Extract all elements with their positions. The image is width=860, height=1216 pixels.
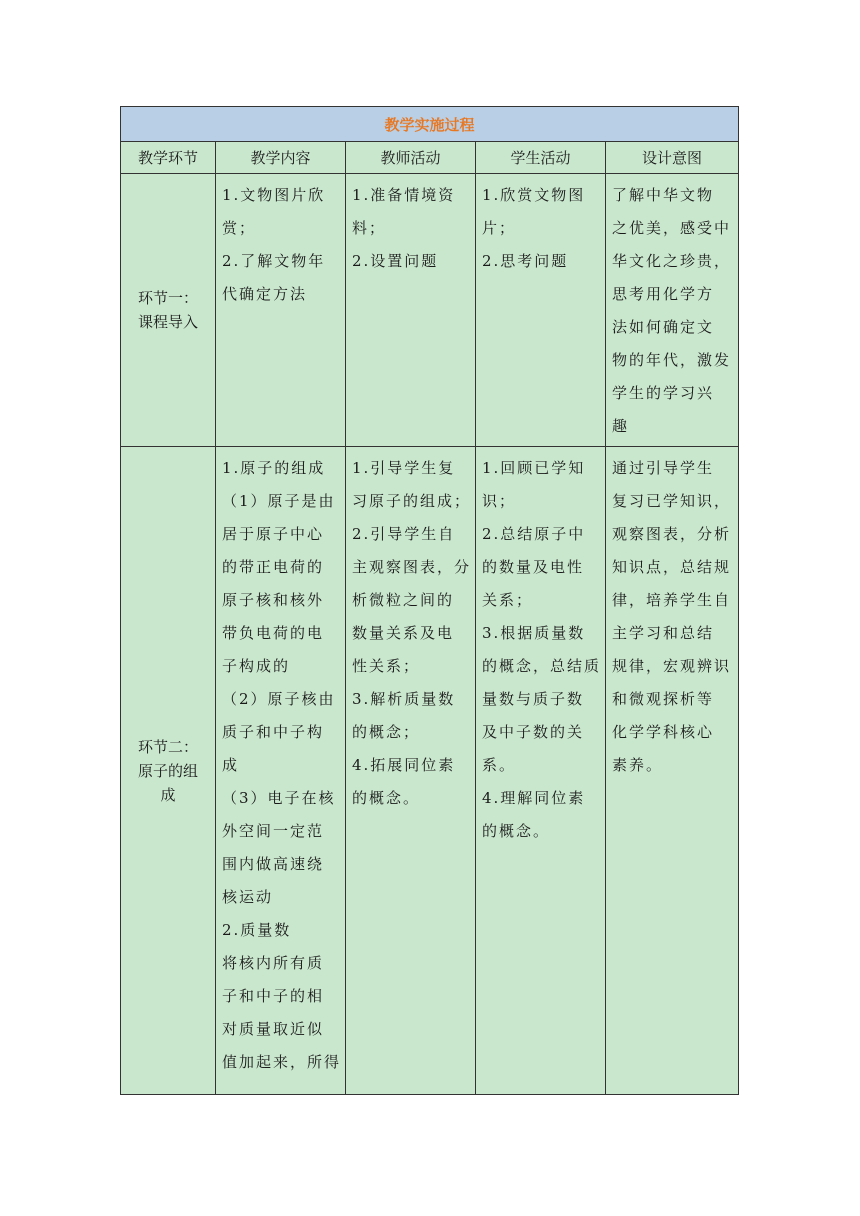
cell-line: 素养。 (612, 756, 664, 774)
cell-line: 1.回顾已学知 (482, 459, 586, 477)
cell-line: 子构成的 (222, 657, 291, 675)
cell-line: 了解中华文物 (612, 186, 715, 204)
student-activity-cell (476, 447, 606, 1095)
cell-line: 及中子数的关 (482, 723, 585, 741)
cell-line: 量数与质子数 (482, 690, 585, 708)
cell-line: 2.引导学生自 (352, 525, 456, 543)
cell-line: 学生的学习兴 (612, 384, 715, 402)
cell-line: 2.质量数 (222, 921, 292, 939)
column-header: 教学内容 (216, 142, 346, 174)
cell-line: 4.拓展同位素 (352, 756, 456, 774)
cell-line: 围内做高速绕 (222, 855, 325, 873)
cell-line: 观察图表，分析 (612, 525, 732, 543)
cell-line: 环节一： (137, 289, 198, 307)
header-row (121, 142, 739, 174)
cell-line: 华文化之珍贵， (612, 252, 732, 270)
content-cell (216, 174, 346, 447)
cell-line: 4.理解同位素 (482, 789, 586, 807)
cell-line: 成 (160, 785, 176, 804)
design-intent-cell (606, 174, 739, 447)
cell-line: 化学学科核心 (612, 723, 715, 741)
cell-line: （2）原子核由 (222, 690, 336, 708)
cell-line: 之优美，感受中 (612, 219, 732, 237)
cell-line: 2.了解文物年 (222, 252, 326, 270)
cell-line: 原子核和核外 (222, 591, 325, 609)
table-row (121, 447, 739, 1095)
cell-line: 和微观探析等 (612, 690, 715, 708)
cell-line: 1.欣赏文物图 (482, 186, 586, 204)
cell-line: 主学习和总结 (612, 624, 715, 642)
teacher-activity-cell (346, 174, 476, 447)
cell-line: 环节二： (137, 737, 198, 756)
cell-line: 的概念。 (352, 789, 421, 807)
cell-line: 1.文物图片欣 (222, 186, 326, 204)
cell-line: 法如何确定文 (612, 318, 715, 336)
cell-line: 识； (482, 492, 517, 510)
cell-line: 原子的组 (137, 761, 198, 780)
stage-cell (121, 447, 216, 1095)
cell-line: 2.总结原子中 (482, 525, 586, 543)
cell-line: 律，培养学生自 (612, 591, 732, 609)
cell-line: 2.设置问题 (352, 252, 439, 270)
cell-line: 的带正电荷的 (222, 558, 325, 576)
table-row (121, 174, 739, 447)
cell-line: 1.原子的组成 (222, 459, 326, 477)
cell-line: 的概念； (352, 723, 421, 741)
cell-line: 数量关系及电 (352, 624, 455, 642)
cell-line: 习原子的组成； (352, 492, 472, 510)
cell-line: 带负电荷的电 (222, 624, 325, 642)
cell-line: 课程导入 (137, 313, 198, 331)
column-header: 教师活动 (346, 142, 476, 174)
cell-line: 将核内所有质 (222, 954, 325, 972)
teaching-process-table (120, 106, 739, 1095)
cell-line: 关系； (482, 591, 534, 609)
cell-line: 2.思考问题 (482, 252, 569, 270)
cell-line: 析微粒之间的 (352, 591, 455, 609)
table-title: 教学实施过程 (121, 107, 739, 142)
cell-line: 性关系； (352, 657, 421, 675)
column-header: 教学环节 (121, 142, 216, 174)
design-intent-cell (606, 447, 739, 1095)
cell-line: 系。 (482, 756, 517, 774)
cell-line: 值加起来，所得 (222, 1053, 342, 1071)
cell-line: 对质量取近似 (222, 1020, 325, 1038)
cell-line: 的数量及电性 (482, 558, 585, 576)
cell-line: 料； (352, 219, 387, 237)
cell-line: 知识点，总结规 (612, 558, 732, 576)
content-cell (216, 447, 346, 1095)
cell-line: 通过引导学生 (612, 459, 715, 477)
cell-line: （1）原子是由 (222, 492, 336, 510)
column-header: 设计意图 (606, 142, 739, 174)
cell-line: 复习已学知识， (612, 492, 732, 510)
cell-line: 片； (482, 219, 517, 237)
cell-line: 外空间一定范 (222, 822, 325, 840)
cell-line: 3.解析质量数 (352, 690, 456, 708)
cell-line: 子和中子的相 (222, 987, 325, 1005)
column-header: 学生活动 (476, 142, 606, 174)
cell-line: 质子和中子构 (222, 723, 325, 741)
stage-cell (121, 174, 216, 447)
cell-line: 的概念。 (482, 822, 551, 840)
cell-line: 物的年代，激发 (612, 351, 732, 369)
teacher-activity-cell (346, 447, 476, 1095)
cell-line: 1.引导学生复 (352, 459, 456, 477)
cell-line: 赏； (222, 219, 257, 237)
cell-line: 1.准备情境资 (352, 186, 456, 204)
cell-line: （3）电子在核 (222, 789, 336, 807)
cell-line: 3.根据质量数 (482, 624, 586, 642)
cell-line: 趣 (612, 417, 630, 435)
cell-line: 居于原子中心 (222, 525, 325, 543)
cell-line: 核运动 (222, 888, 274, 906)
student-activity-cell (476, 174, 606, 447)
cell-line: 主观察图表，分 (352, 558, 472, 576)
cell-line: 思考用化学方 (612, 285, 715, 303)
cell-line: 成 (222, 756, 240, 774)
cell-line: 的概念，总结质 (482, 657, 602, 675)
cell-line: 代确定方法 (222, 285, 308, 303)
cell-line: 规律，宏观辨识 (612, 657, 732, 675)
